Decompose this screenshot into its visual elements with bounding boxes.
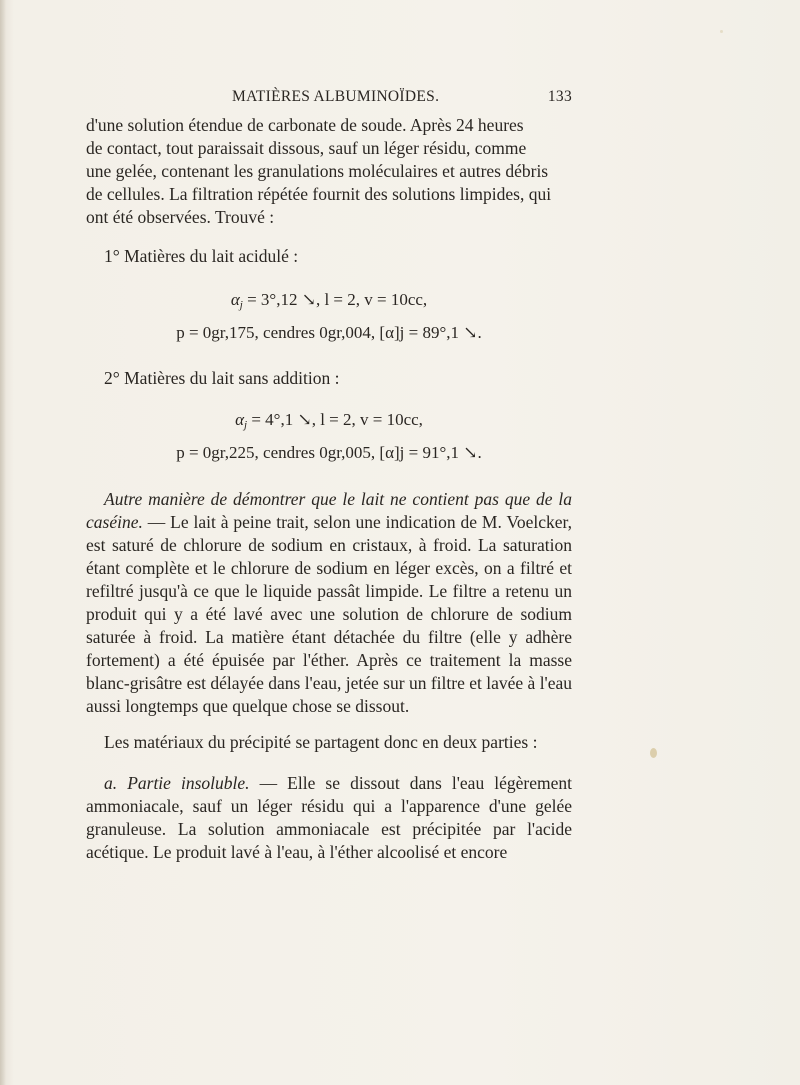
header-title: MATIÈRES ALBUMINOÏDES. — [232, 88, 440, 105]
paper-stain — [650, 748, 657, 758]
formula-1a: αj = 3°,12 ↘, l = 2, v = 10cc, — [230, 290, 428, 311]
paper-stain — [720, 30, 723, 33]
paragraph-intro — [86, 114, 572, 229]
formula-1b: p = 0gr,175, cendres 0gr,004, [α]j = 89°,1 ↘. — [176, 323, 482, 342]
section-1-title: 1° Matières du lait acidulé : — [104, 246, 299, 266]
running-header — [86, 88, 572, 110]
text-line: d'une solution étendue de carbonate de soude. Après 24 heures — [86, 115, 524, 135]
paragraph-insoluble — [86, 772, 572, 864]
paragraph-casein — [86, 488, 572, 718]
formula-2b: p = 0gr,225, cendres 0gr,005, [α]j = 91°,1 ↘. — [176, 443, 482, 462]
section-2-title: 2° Matières du lait sans addition : — [104, 368, 340, 388]
text-line: de contact, tout paraissait dissous, sauf un léger résidu, comme — [86, 138, 527, 158]
italic-lead: Autre manière de démontrer que le lait ne contient pas que de la caséine. — [86, 489, 572, 532]
formula-rest: = 4°,1 ↘, l = 2, v = 10cc, — [247, 410, 423, 429]
page-gutter-shadow — [0, 0, 6, 1085]
text-line: une gelée, contenant les granulations moléculaires et autres débris — [86, 161, 549, 181]
formula-symbol: α — [230, 290, 240, 309]
text-line: de cellules. La filtration répétée fournit des solutions limpides, qui — [86, 184, 552, 204]
paragraph-precipitate: Les matériaux du précipité se partagent donc en deux parties : — [104, 732, 538, 752]
formula-symbol: α — [235, 410, 244, 429]
paragraph-body: — Le lait à peine trait, selon une indication de M. Voelcker, est saturé de chlorure de sodium en cristaux, à froid. La saturation étant complète et le chlorure de sodium en léger excès, on a filtré et refiltré jusqu'à ce que le liquide passât limpide. Le filtre a retenu un produit qui y a été lavé avec une solution de chlorure de sodium saturée à froid. La matière étant détachée du filtre (elle y adhère fortement) a été épuisée par l'éther. Après ce traitement la masse blanc-grisâtre est délayée dans l'eau, jetée sur un filtre et lavée à l'eau aussi longtemps que quelque chose se dissout. — [86, 512, 572, 716]
text-line: ont été observées. Trouvé : — [86, 207, 275, 227]
formula-rest: = 3°,12 ↘, l = 2, v = 10cc, — [242, 290, 428, 309]
formula-2a: αj = 4°,1 ↘, l = 2, v = 10cc, — [235, 410, 423, 431]
italic-lead: a. Partie insoluble. — [104, 773, 250, 793]
paragraph-body: — Elle se dissout dans l'eau légèrement ammoniacale, sauf un léger résidu qui a l'apparence d'une gelée granuleuse. La solution ammoniacale est précipitée par l'acide acétique. Le produit lavé à l'eau, à l'éther alcoolisé et encore — [86, 773, 572, 862]
page-number: 133 — [547, 88, 572, 105]
